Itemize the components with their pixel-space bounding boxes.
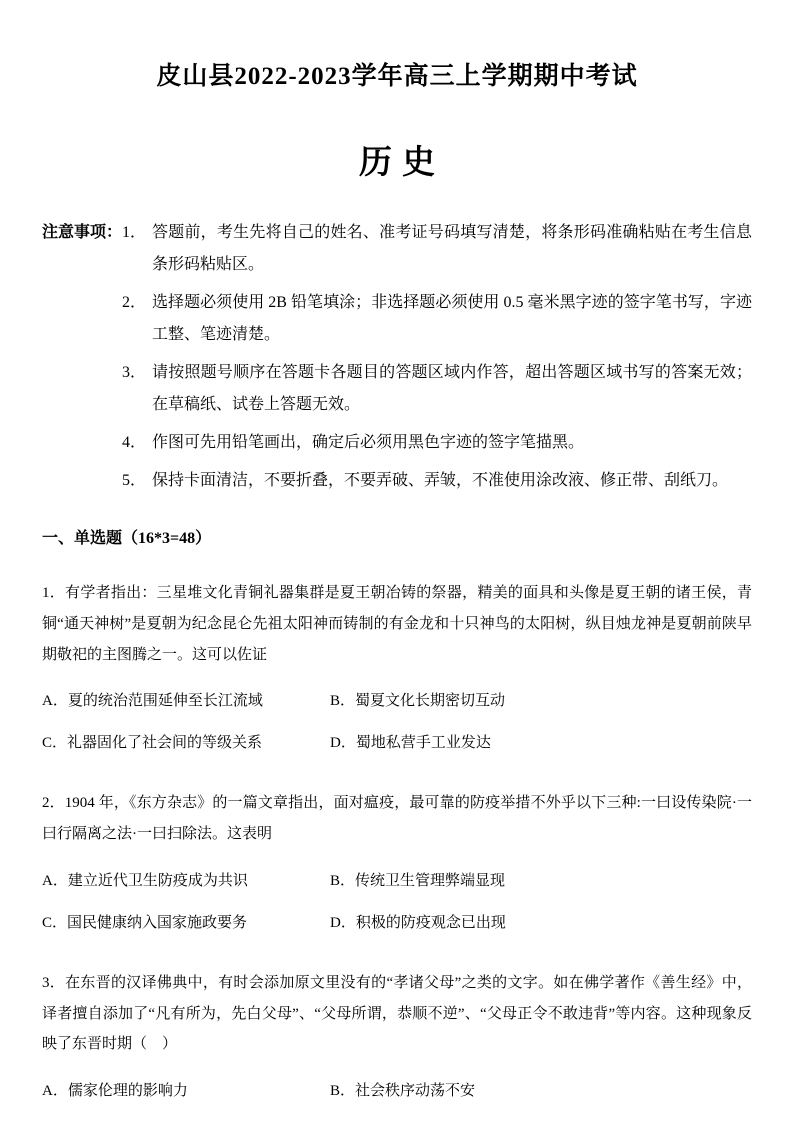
question-stem: 1．有学者指出：三星堆文化青铜礼器集群是夏王朝冶铸的祭器，精美的面具和头像是夏王朝的诸王侯，青铜“通天神树”是夏朝为纪念昆仑先祖太阳神而铸制的有金龙和十只神鸟的太阳树，纵目烛龙神是夏朝前陕早期敬祀的主图腾之一。这可以佐证 [42, 585, 752, 663]
question-options [42, 1076, 752, 1106]
note-text: 选择题必须使用 2B 铅笔填涂；非选择题必须使用 0.5 毫米黑字迹的签字笔书写，字迹工整、笔迹清楚。 [152, 294, 752, 343]
option-d: D．积极的防疫观念已出现 [330, 914, 506, 931]
question-options [42, 866, 752, 938]
note-text: 请按照题号顺序在答题卡各题目的答题区域内作答，超出答题区域书写的答案无效；在草稿纸、试卷上答题无效。 [152, 364, 752, 413]
question-3 [42, 968, 752, 1106]
question-2 [42, 788, 752, 938]
note-item [122, 427, 752, 459]
exam-title: 皮山县2022-2023学年高三上学期期中考试 [156, 63, 638, 90]
note-item [122, 357, 752, 421]
question-stem: 2．1904 年，《东方杂志》的一篇文章指出，面对瘟疫，最可靠的防疫举措不外乎以下三种:一曰设传染院·一曰行隔离之法·一曰扫除法。这表明 [42, 795, 752, 842]
notes-list [122, 217, 752, 497]
subject-title: 历史 [359, 145, 445, 181]
note-text: 答题前，考生先将自己的姓名、准考证号码填写清楚，将条形码准确粘贴在考生信息条形码粘贴区。 [152, 224, 752, 273]
note-number: 5． [122, 472, 147, 489]
option-c: C．礼器固化了社会间的等级关系 [42, 735, 263, 752]
note-item [122, 287, 752, 351]
option-d: D．蜀地私营手工业发达 [330, 735, 491, 752]
note-number: 2． [122, 294, 147, 311]
note-text: 保持卡面清洁，不要折叠，不要弄破、弄皱，不准使用涂改液、修正带、刮纸刀。 [152, 472, 729, 489]
option-b: B．传统卫生管理弊端显现 [330, 872, 506, 889]
option-a: A．建立近代卫生防疫成为共识 [42, 872, 248, 889]
notes-section [42, 217, 752, 497]
note-number: 1． [122, 224, 147, 241]
note-number: 3． [122, 364, 147, 381]
option-a: A．夏的统治范围延伸至长江流域 [42, 693, 263, 710]
question-stem: 3．在东晋的汉译佛典中，有时会添加原文里没有的“孝诸父母”之类的文字。如在佛学著作《善生经》中，译者擅自添加了“凡有所为，先白父母”、“父母所谓，恭顺不逆”、“父母正令不敢违背”等内容。这种现象反映了东晋时期（ ） [42, 974, 752, 1053]
option-b: B．社会秩序动荡不安 [330, 1083, 476, 1099]
question-options [42, 686, 752, 758]
option-c: C．国民健康纳入国家施政要务 [42, 914, 248, 931]
note-item [122, 217, 752, 281]
notes-label: 注意事项： [42, 224, 123, 241]
note-number: 4． [122, 434, 147, 451]
section-title: 一、单选题（16*3=48） [42, 530, 212, 547]
option-a: A．儒家伦理的影响力 [42, 1083, 188, 1099]
option-b: B．蜀夏文化长期密切互动 [330, 693, 506, 710]
note-text: 作图可先用铅笔画出，确定后必须用黑色字迹的签字笔描黑。 [152, 434, 585, 451]
note-item [122, 465, 752, 497]
question-1 [42, 578, 752, 758]
